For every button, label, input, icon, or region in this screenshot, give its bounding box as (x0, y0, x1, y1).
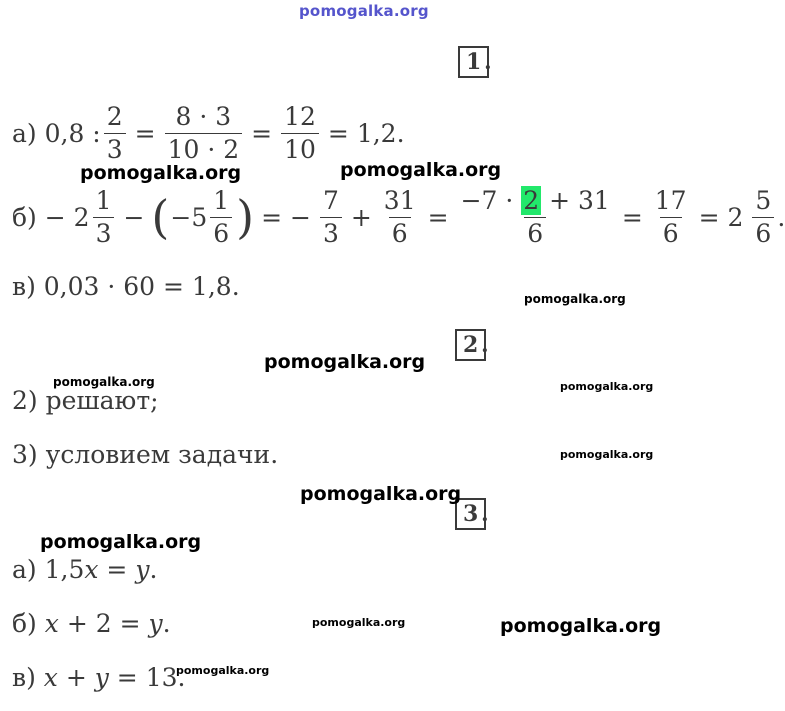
task2-item-3-text: 3) условием задачи. (12, 440, 279, 469)
equals-sign: = (251, 118, 273, 148)
period: . (777, 202, 785, 232)
fraction-numerator: 7 (322, 186, 339, 215)
task2-item-2 (12, 386, 159, 415)
fraction-numerator: 31 (383, 186, 416, 215)
task-number-3: 3 (455, 498, 486, 530)
plus-sign: + (350, 202, 372, 232)
close-parenthesis: ) (236, 190, 255, 244)
watermark: pomogalka.org (500, 615, 662, 637)
fraction-denominator: 3 (320, 217, 342, 248)
task-number-1-dot: . (484, 49, 492, 75)
variable-y: y (94, 663, 109, 692)
fraction-numerator: 8 · 3 (175, 102, 232, 131)
watermark: pomogalka.org (312, 616, 406, 629)
watermark: pomogalka.org (560, 448, 654, 461)
watermark-top: pomogalka.org (299, 2, 429, 20)
task3-b-label: б) (12, 609, 45, 638)
watermark: pomogalka.org (560, 380, 654, 393)
fraction-numerator: 2 (106, 102, 123, 131)
task3-v-label: в) (12, 663, 44, 692)
fraction-denominator: 6 (389, 217, 411, 248)
task1-line-v (12, 272, 240, 301)
fraction (320, 187, 342, 247)
watermark: pomogalka.org (176, 664, 270, 677)
variable-x: x (84, 555, 99, 584)
variable-x: x (43, 663, 58, 692)
minus-sign: − (123, 202, 145, 232)
numerator-part: −7 · (460, 186, 522, 215)
open-parenthesis: ( (151, 190, 170, 244)
task1-v-text: в) 0,03 · 60 = 1,8. (12, 272, 240, 301)
plus-sign: + (57, 663, 95, 692)
task2-item-3 (12, 440, 278, 469)
fraction-numerator: 17 (654, 186, 687, 215)
fraction-denominator: 6 (210, 217, 232, 248)
fraction-denominator: 6 (524, 217, 546, 248)
watermark: pomogalka.org (80, 162, 242, 184)
watermark: pomogalka.org (340, 159, 502, 181)
task3-a-label: а) 1,5 (12, 555, 85, 584)
variable-x: x (44, 609, 59, 638)
task-number-3-dot: . (481, 501, 489, 527)
highlighted-digit: 2 (523, 186, 540, 215)
watermark: pomogalka.org (40, 531, 202, 553)
task3-line-b (12, 609, 171, 638)
fraction-denominator: 10 · 2 (165, 133, 243, 164)
watermark: pomogalka.org (53, 375, 155, 389)
task-number-2: 2 (455, 329, 486, 361)
variable-y: y (135, 555, 150, 584)
task3-v-end: = 13. (108, 663, 186, 692)
fraction (104, 103, 126, 163)
fraction (210, 187, 232, 247)
fraction-numerator: 5 (755, 186, 772, 215)
fraction (652, 187, 690, 247)
fraction-denominator: 3 (104, 133, 126, 164)
equals-sign: = (427, 202, 449, 232)
task-number-1: 1 (458, 46, 489, 78)
task1-a-result: = 1,2. (327, 118, 405, 148)
fraction (93, 187, 115, 247)
fraction-denominator: 3 (93, 217, 115, 248)
fraction-numerator: 1 (213, 186, 230, 215)
task3-line-a (12, 555, 157, 584)
task1-line-b (12, 187, 785, 247)
task2-item-2-text: 2) решают; (12, 386, 159, 415)
numerator-part: + 31 (541, 186, 610, 215)
equals-sign: = (98, 555, 136, 584)
equals-minus: = − (261, 202, 311, 232)
equals-sign: = (621, 202, 643, 232)
period: . (149, 555, 158, 584)
task-number-2-dot: . (481, 332, 489, 358)
equals-sign: = (134, 118, 156, 148)
watermark: pomogalka.org (300, 483, 462, 505)
fraction (458, 187, 613, 247)
task1-b-inner-whole: −5 (170, 202, 208, 232)
task1-line-a (12, 103, 405, 163)
variable-y: y (148, 609, 163, 638)
task3-line-v (12, 663, 185, 692)
fraction (165, 103, 243, 163)
fraction-denominator: 6 (752, 217, 774, 248)
equals-whole: = 2 (698, 202, 744, 232)
fraction-numerator (458, 187, 613, 217)
task1-b-label: б) − 2 (12, 202, 90, 232)
watermark: pomogalka.org (524, 292, 626, 306)
fraction (381, 187, 419, 247)
period: . (162, 609, 171, 638)
fraction (752, 187, 774, 247)
task1-a-label: а) 0,8 : (12, 118, 101, 148)
fraction-denominator: 6 (660, 217, 682, 248)
watermark: pomogalka.org (264, 351, 426, 373)
fraction-numerator: 1 (95, 186, 112, 215)
fraction (281, 103, 319, 163)
task3-b-middle: + 2 = (58, 609, 149, 638)
fraction-numerator: 12 (284, 102, 316, 131)
fraction-denominator: 10 (281, 133, 319, 164)
